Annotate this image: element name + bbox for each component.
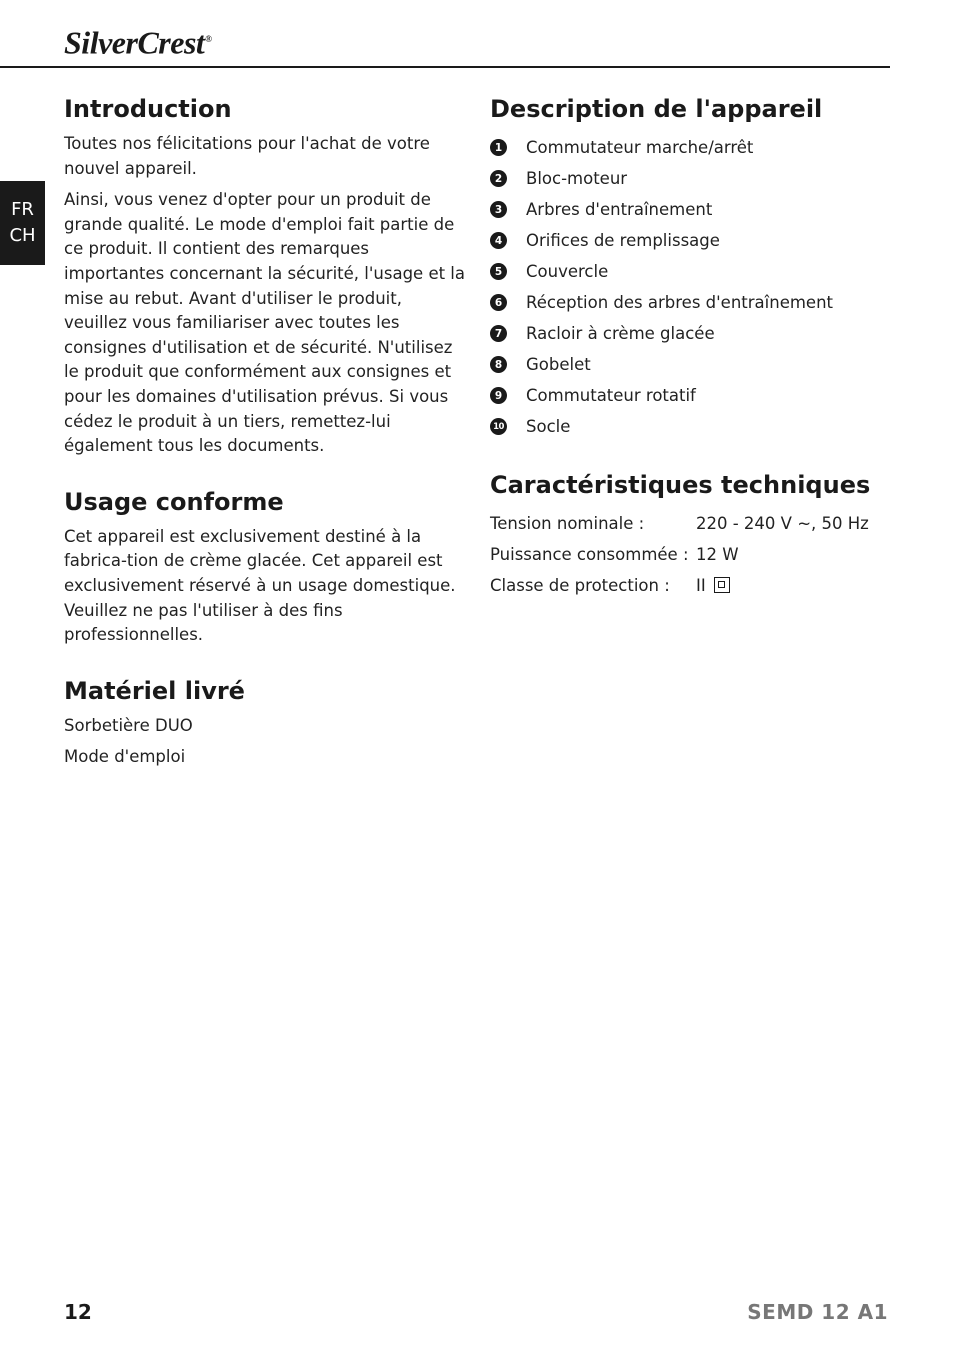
spec-value: 220 - 240 V ~, 50 Hz (696, 514, 869, 533)
parts-list (490, 132, 890, 442)
delivery-heading: Matériel livré (64, 676, 245, 705)
part-label: Socle (526, 417, 571, 436)
specs-heading: Caractéristiques techniques (490, 471, 871, 499)
parts-list-item (490, 411, 890, 442)
part-label: Gobelet (526, 355, 591, 374)
usage-section (64, 485, 466, 648)
part-label: Orifices de remplissage (526, 231, 720, 250)
parts-list-item (490, 163, 890, 194)
part-number-badge: 7 (490, 325, 507, 342)
model-number: SEMD 12 A1 (747, 1300, 888, 1324)
specs-table (490, 508, 890, 601)
introduction-paragraph-1: Toutes nos félicitations pour l'achat de votre nouvel appareil. (64, 134, 430, 178)
introduction-heading: Introduction (64, 95, 232, 123)
spec-value-cell (696, 570, 890, 601)
part-number-badge: 9 (490, 387, 507, 404)
spec-key: Tension nominale : (490, 514, 645, 533)
usage-heading: Usage conforme (64, 487, 284, 516)
description-heading: Description de l'appareil (490, 95, 823, 123)
part-label: Bloc-moteur (526, 169, 628, 188)
parts-list-item (490, 194, 890, 225)
part-number-badge: 1 (490, 139, 507, 156)
parts-list-item (490, 225, 890, 256)
specs-row (490, 508, 890, 539)
part-label: Commutateur marche/arrêt (526, 138, 754, 157)
spec-key: Puissance consommée : (490, 545, 689, 564)
left-column (64, 92, 466, 796)
specs-row (490, 570, 890, 601)
usage-paragraph: Cet appareil est exclusivement destiné à la fabrica-tion de crème glacée. Cet appareil est exclusivement réservé à un usage domestique. Veuillez ne pas l'utiliser à des fins professionnelles. (64, 526, 456, 645)
delivery-item: Sorbetière DUO (64, 715, 193, 735)
header-rule (0, 66, 890, 68)
language-tab (0, 181, 45, 265)
brand-name: SilverCrest (64, 24, 205, 61)
spec-key: Classe de protection : (490, 576, 670, 595)
part-number-badge: 5 (490, 263, 507, 280)
specs-row (490, 539, 890, 570)
part-label: Arbres d'entraînement (526, 200, 713, 219)
specs-section (490, 468, 890, 601)
part-label: Commutateur rotatif (526, 386, 696, 405)
part-number-badge: 4 (490, 232, 507, 249)
introduction-paragraph-2: Ainsi, vous venez d'opter pour un produit de grande qualité. Le mode d'emploi fait partie de ce produit. Il contient des remarques importantes concernant la sécurité, l'usage et la mise au rebut. Avant d'utiliser le produit, veuillez vous familiariser avec toutes les consignes d'utilisation et de sécurité. N'utilisez le produit que conformément aux consignes et pour les domaines d'utilisation prévus. Si vous cédez le produit à un tiers, remettez-lui également tous les documents. (64, 190, 466, 456)
spec-value: II (696, 576, 706, 595)
page-number: 12 (64, 1300, 92, 1324)
part-label: Racloir à crème glacée (526, 324, 715, 343)
delivery-item: Mode d'emploi (64, 747, 186, 767)
part-number-badge: 2 (490, 170, 507, 187)
part-number-badge: 10 (490, 418, 507, 435)
language-code-fr: FR (11, 199, 34, 220)
part-label: Réception des arbres d'entraînement (526, 293, 833, 312)
part-label: Couvercle (526, 262, 609, 281)
parts-list-item (490, 349, 890, 380)
parts-list-item (490, 380, 890, 411)
introduction-section (64, 92, 466, 459)
parts-list-item (490, 287, 890, 318)
part-number-badge: 6 (490, 294, 507, 311)
part-number-badge: 8 (490, 356, 507, 373)
registered-mark: ® (205, 34, 212, 44)
part-number-badge: 3 (490, 201, 507, 218)
spec-value: 12 W (696, 545, 739, 564)
language-code-ch: CH (9, 225, 36, 246)
parts-list-item (490, 132, 890, 163)
parts-list-item (490, 256, 890, 287)
description-section (490, 92, 890, 442)
right-column (490, 92, 890, 627)
protection-class-ii-icon (714, 577, 730, 593)
parts-list-item (490, 318, 890, 349)
silvercrest-logo (64, 22, 212, 60)
delivery-section (64, 674, 466, 770)
